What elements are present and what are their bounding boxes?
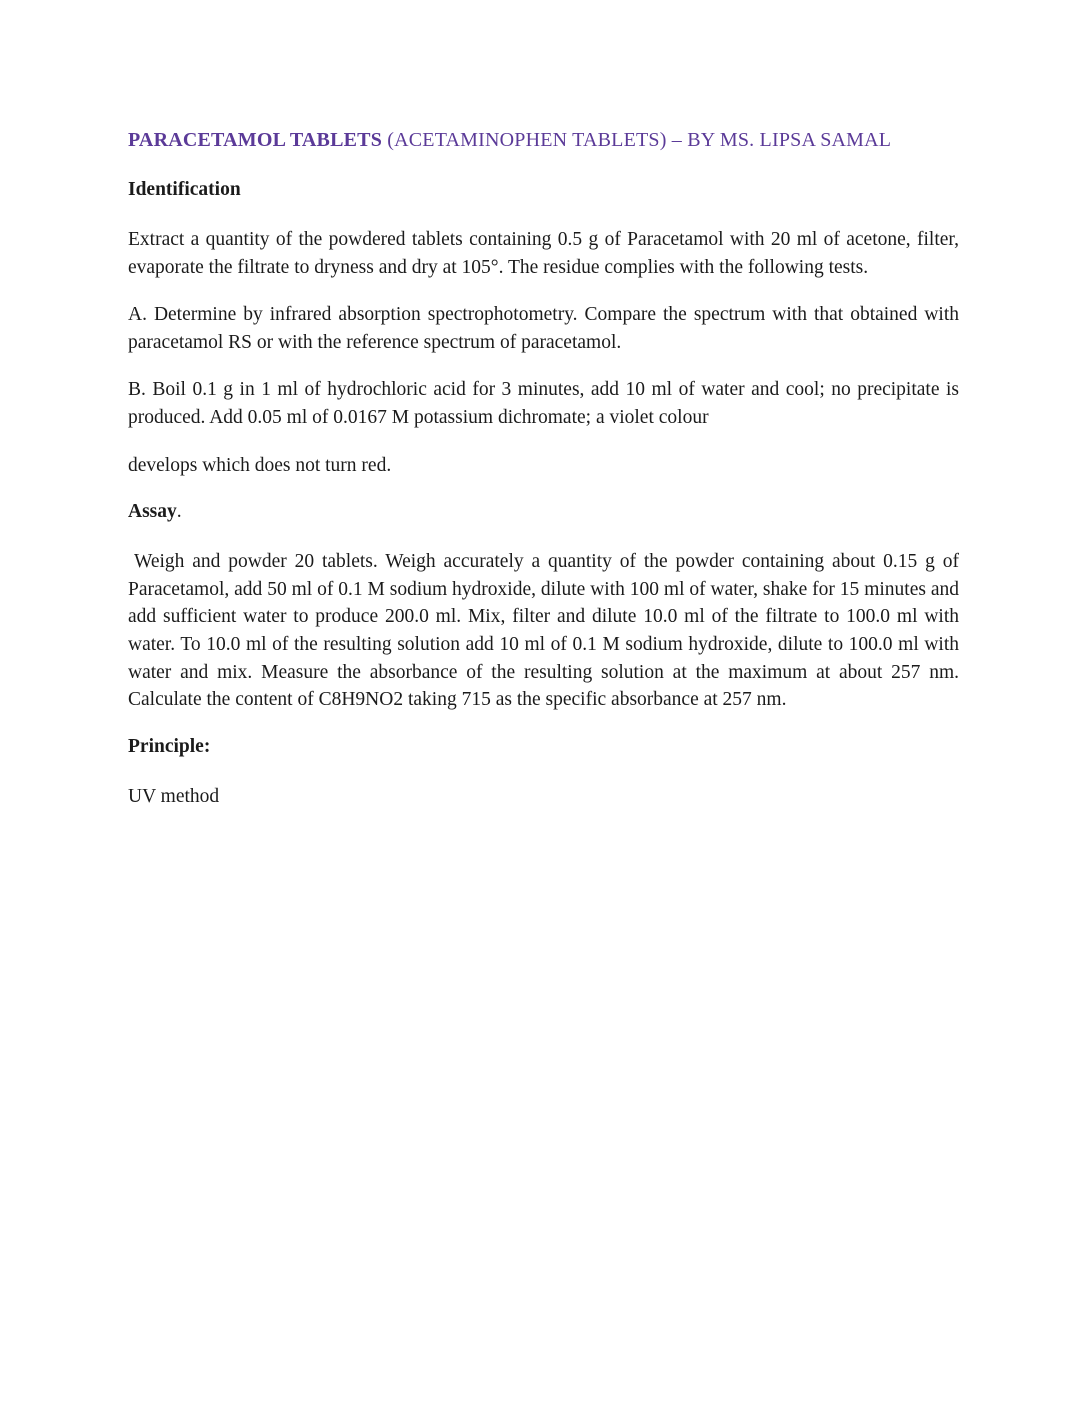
page-title-subtitle: (ACETAMINOPHEN TABLETS) – BY MS. LIPSA SAMAL (382, 129, 892, 151)
assay-heading-period: . (176, 501, 182, 523)
assay-paragraph: Weigh and powder 20 tablets. Weigh accurately a quantity of the powder containing about 0.15 g of Paracetamol, add 50 ml of 0.1 M sodium hydroxide, dilute with 100 ml of water, shake for 15 minutes and add sufficient water to produce 200.0 ml. Mix, filter and dilute 10.0 ml of the filtrate to 100.0 ml with water. To 10.0 ml of the resulting solution add 10 ml of 0.1 M sodium hydroxide, dilute to 100.0 ml with water and mix. Measure the absorbance of the resulting solution at the maximum at about 257 nm. Calculate the content of C8H9NO2 taking 715 as the specific absorbance at 257 nm. (128, 551, 959, 711)
principle-paragraph: UV method (128, 785, 220, 807)
page-title (128, 128, 959, 153)
principle-heading: Principle: (128, 735, 211, 757)
identification-extract-paragraph: Extract a quantity of the powdered tablets containing 0.5 g of Paracetamol with 20 ml of acetone, filter, evaporate the filtrate to dryness and dry at 105°. The residue complies with the following tests. (128, 229, 959, 278)
assay-heading (128, 499, 959, 525)
identification-develops-paragraph: develops which does not turn red. (128, 454, 392, 476)
page-title-main: PARACETAMOL TABLETS (128, 129, 383, 151)
identification-test-b-paragraph: B. Boil 0.1 g in 1 ml of hydrochloric acid for 3 minutes, add 10 ml of water and cool; no precipitate is produced. Add 0.05 ml of 0.0167 M potassium dichromate; a violet colour (128, 379, 959, 428)
identification-heading: Identification (128, 179, 241, 200)
assay-heading-text: Assay (128, 501, 177, 523)
identification-test-a-paragraph: A. Determine by infrared absorption spectrophotometry. Compare the spectrum with that obtained with paracetamol RS or with the reference spectrum of paracetamol. (128, 304, 959, 353)
